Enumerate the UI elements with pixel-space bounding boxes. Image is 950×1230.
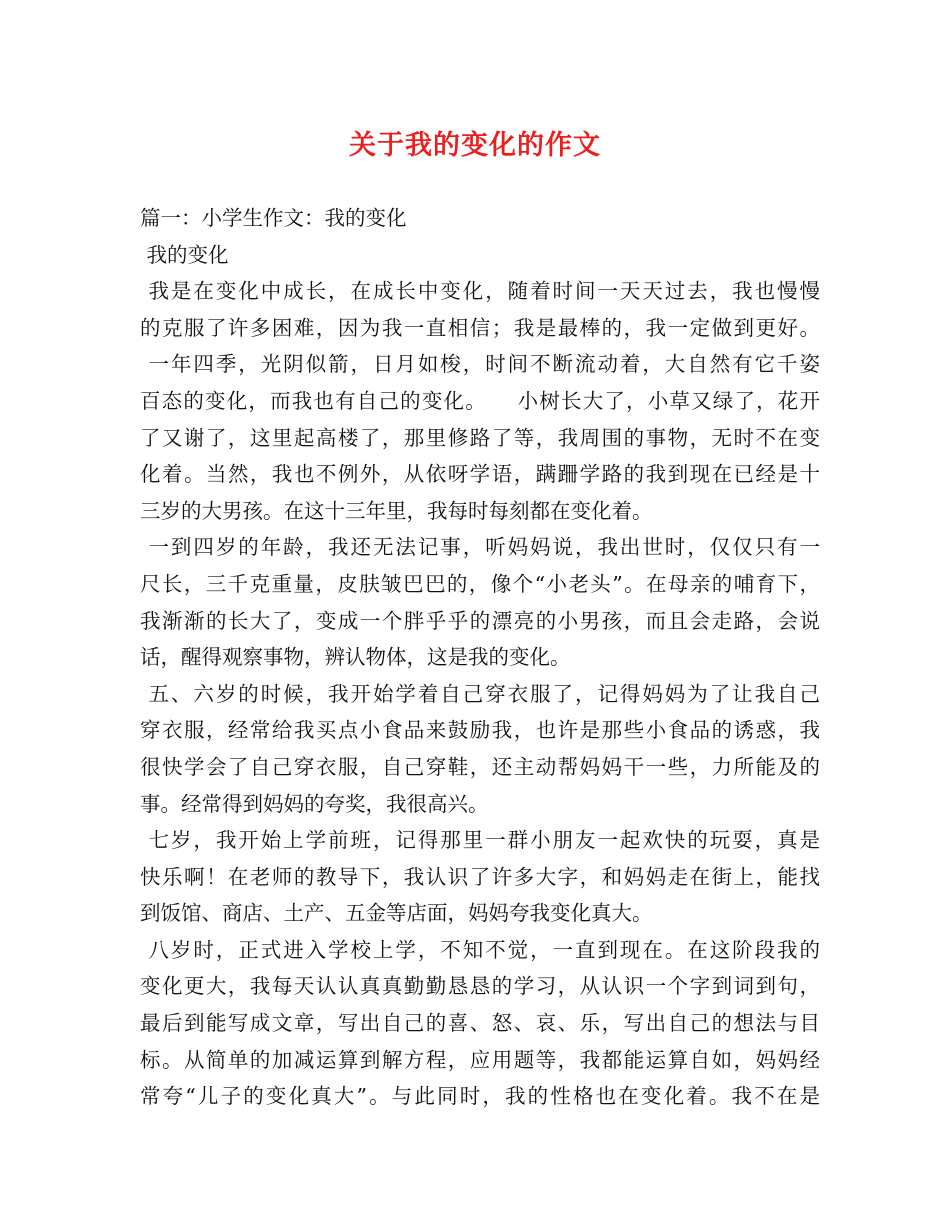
paragraph-line: 一到四岁的年龄，我还无法记事，听妈妈说，我出世时，仅仅只有一 bbox=[140, 535, 820, 560]
paragraph-line: 很快学会了自己穿衣服，自己穿鞋，还主动帮妈妈干一些，力所能及的 bbox=[140, 754, 820, 779]
document-title: 关于我的变化的作文 bbox=[349, 130, 601, 161]
paragraph-line: 变化更大，我每天认认真真勤勤恳恳的学习，从认识一个字到词到句， bbox=[140, 974, 820, 999]
paragraph-line: 五、六岁的时候，我开始学着自己穿衣服了，记得妈妈为了让我自己 bbox=[140, 681, 820, 706]
paragraph-line: 百态的变化，而我也有自己的变化。 小树长大了，小草又绿了，花开 bbox=[140, 388, 820, 413]
paragraph-line: 八岁时，正式进入学校上学，不知不觉，一直到现在。在这阶段我的 bbox=[140, 937, 820, 962]
essay-subtitle: 我的变化 bbox=[140, 242, 229, 267]
paragraph-line: 七岁，我开始上学前班，记得那里一群小朋友一起欢快的玩耍，真是 bbox=[140, 828, 820, 853]
paragraph-line: 的克服了许多困难，因为我一直相信；我是最棒的，我一定做到更好。 bbox=[140, 315, 820, 340]
paragraph-line: 标。从简单的加减运算到解方程，应用题等，我都能运算自如，妈妈经 bbox=[140, 1047, 820, 1072]
paragraph-line: 了又谢了，这里起高楼了，那里修路了等，我周围的事物，无时不在变 bbox=[140, 425, 820, 450]
section-heading: 篇一：小学生作文：我的变化 bbox=[140, 206, 407, 230]
paragraph-line: 化着。当然，我也不例外，从依呀学语，蹒跚学路的我到现在已经是十 bbox=[140, 462, 820, 487]
paragraph-line: 我渐渐的长大了，变成一个胖乎乎的漂亮的小男孩，而且会走路，会说 bbox=[140, 608, 820, 633]
paragraph-line: 一年四季，光阴似箭，日月如梭，时间不断流动着，大自然有它千姿 bbox=[140, 352, 820, 377]
paragraph-line: 最后到能写成文章，写出自己的喜、怒、哀、乐，写出自己的想法与目 bbox=[140, 1011, 820, 1036]
paragraph-line: 我是在变化中成长，在成长中变化，随着时间一天天过去，我也慢慢 bbox=[140, 279, 820, 304]
paragraph-line: 常夸“儿子的变化真大”。与此同时，我的性格也在变化着。我不在是 bbox=[140, 1084, 820, 1109]
paragraph-line: 穿衣服，经常给我买点小食品来鼓励我，也许是那些小食品的诱惑，我 bbox=[140, 718, 820, 743]
paragraph-line: 到饭馆、商店、土产、五金等店面，妈妈夸我变化真大。 bbox=[140, 901, 653, 926]
paragraph-line: 话，醒得观察事物，辨认物体，这是我的变化。 bbox=[140, 645, 571, 670]
document-body bbox=[140, 200, 820, 1115]
paragraph-line: 尺长，三千克重量，皮肤皱巴巴的，像个“小老头”。在母亲的哺育下， bbox=[140, 571, 820, 596]
paragraph-line: 事。经常得到妈妈的夸奖，我很高兴。 bbox=[140, 791, 489, 816]
paragraph-line: 快乐啊！在老师的教导下，我认识了许多大字，和妈妈走在街上，能找 bbox=[140, 864, 820, 889]
paragraph-line: 三岁的大男孩。在这十三年里，我每时每刻都在变化着。 bbox=[140, 498, 653, 523]
